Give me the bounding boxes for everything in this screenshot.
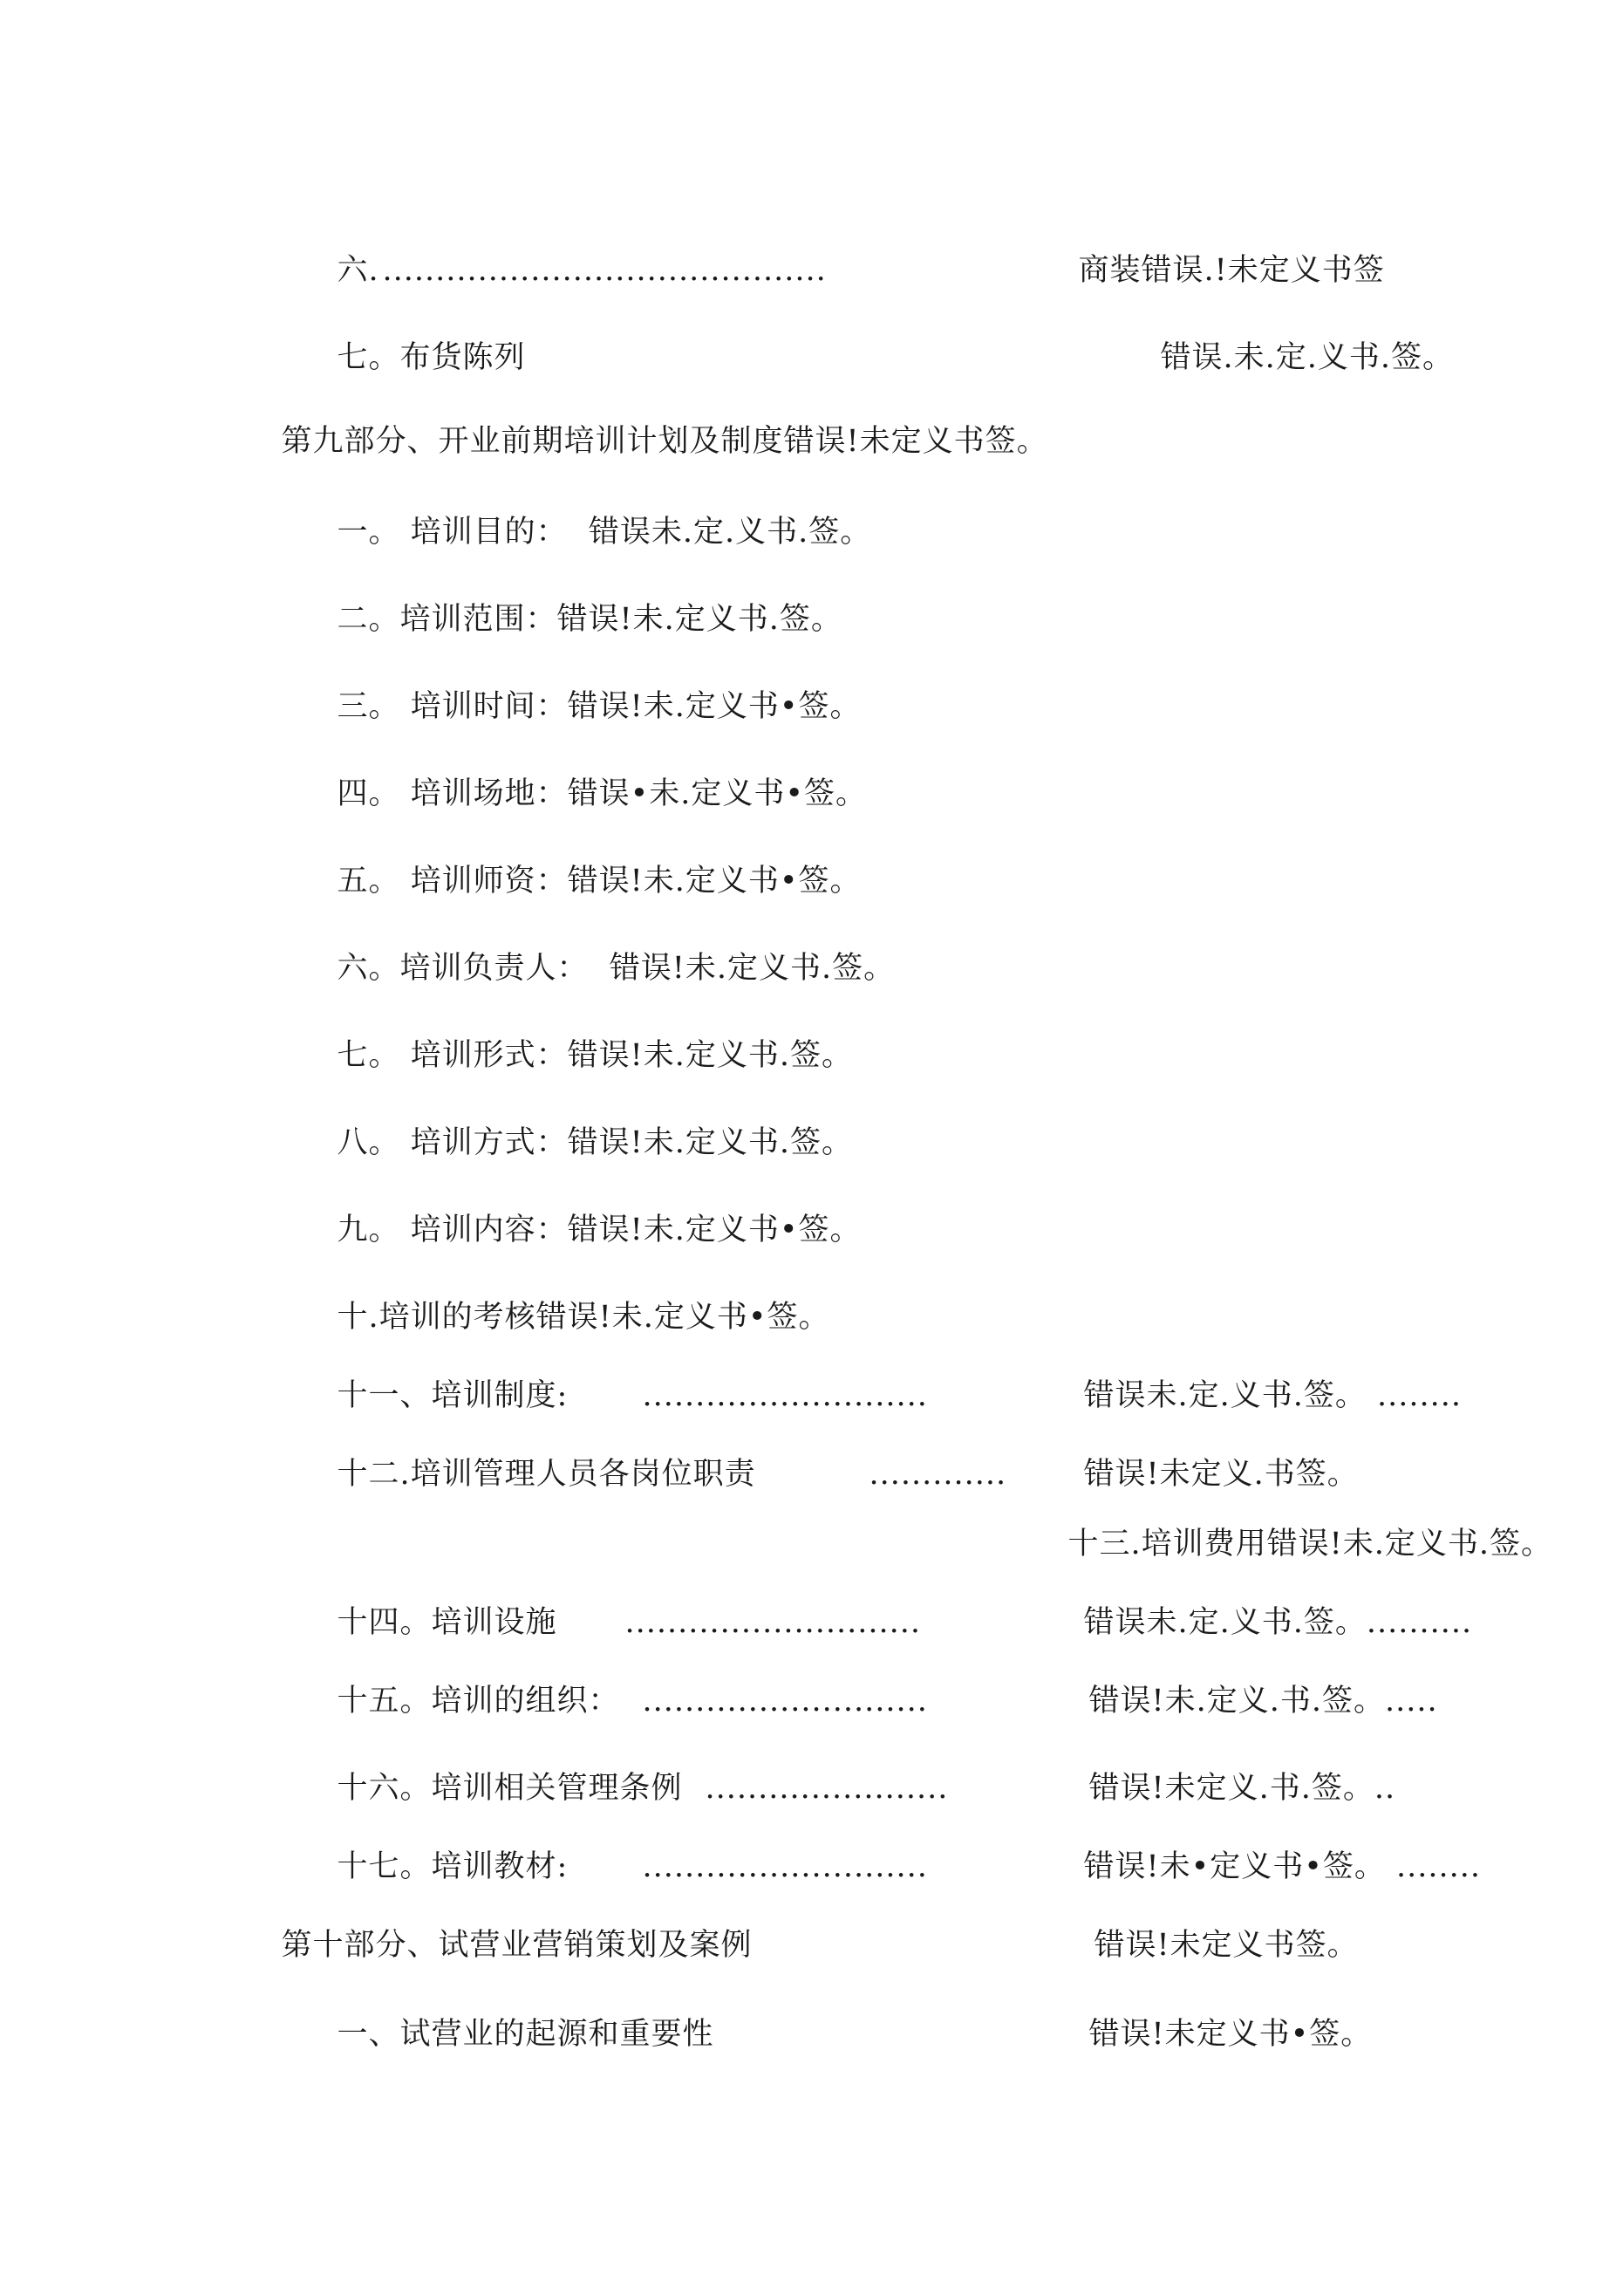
toc-entry-page-ref: 错误未.定.义书.签。 ........ [1083, 1378, 1463, 1413]
toc-entry: 三。 培训时间：错误!未.定义书•签。 [337, 689, 862, 724]
toc-entry-page-ref: 错误!未定义.书.签。.. [1088, 1771, 1396, 1806]
toc-entry-page-ref: 错误!未.定义.书.签。..... [1088, 1684, 1438, 1719]
toc-entry: 十.培训的考核错误!未.定义书•签。 [337, 1300, 830, 1335]
toc-entry: 九。 培训内容：错误!未.定义书•签。 [337, 1213, 862, 1247]
toc-leader-dots: ........................... [642, 1378, 928, 1413]
toc-entry-label: 七。布货陈列 [337, 340, 526, 375]
toc-entry: 四。 培训场地：错误•未.定义书•签。 [337, 776, 868, 811]
toc-entry: 一、试营业的起源和重要性 [337, 2017, 714, 2052]
toc-leader-dots: ........................... [642, 1684, 928, 1719]
toc-entry: 十六。培训相关管理条例 [337, 1771, 683, 1806]
toc-entry: 十三.培训费用错误!未.定义书.签。 [1067, 1527, 1552, 1561]
toc-entry-page-ref: 错误!未定义书签。 [1094, 1928, 1359, 1963]
toc-entry: 七。 培训形式：错误!未.定义书.签。 [337, 1038, 853, 1073]
toc-entry: 十七。培训教材: [337, 1849, 569, 1884]
toc-entry: 五。 培训师资：错误!未.定义书•签。 [337, 864, 862, 899]
toc-entry: 八。 培训方式：错误!未.定义书.签。 [337, 1125, 853, 1160]
toc-leader-dots: .......................................... [382, 253, 827, 288]
toc-entry-page-ref: 错误!未定义.书签。 [1083, 1457, 1359, 1492]
toc-leader-dots: ............................ [624, 1605, 922, 1640]
toc-part-heading: 第九部分、开业前期培训计划及制度错误!未定义书签。 [281, 424, 1048, 459]
toc-leader-dots: ....................... [705, 1771, 949, 1806]
toc-entry: 二。培训范围：错误!未.定义书.签。 [337, 602, 842, 637]
toc-entry: 十二.培训管理人员各岗位职责 [337, 1457, 756, 1492]
toc-entry: 十一、培训制度: [337, 1378, 569, 1413]
toc-entry-page-ref: 错误.未.定.义书.签。 [1160, 340, 1455, 375]
toc-entry-page-ref: 商装错误.!未定义书签 [1078, 253, 1385, 288]
toc-entry: 六。培训负责人： 错误!未.定义书.签。 [337, 951, 896, 986]
toc-entry-page-ref: 错误未.定.义书.签。.......... [1083, 1605, 1473, 1640]
toc-part-heading: 第十部分、试营业营销策划及案例 [281, 1928, 753, 1963]
toc-leader-dots: ............. [869, 1457, 1007, 1492]
toc-entry: 一。 培训目的： 错误未.定.义书.签。 [337, 515, 872, 550]
toc-entry: 十五。培训的组织： [337, 1684, 620, 1719]
toc-leader-dots: ........................... [642, 1849, 928, 1884]
toc-entry-page-ref: 错误!未定义书•签。 [1088, 2017, 1373, 2052]
toc-entry-label: 六. [337, 253, 379, 288]
toc-entry: 十四。培训设施 [337, 1605, 557, 1640]
toc-entry-page-ref: 错误!未•定义书•签。 ........ [1083, 1849, 1481, 1884]
